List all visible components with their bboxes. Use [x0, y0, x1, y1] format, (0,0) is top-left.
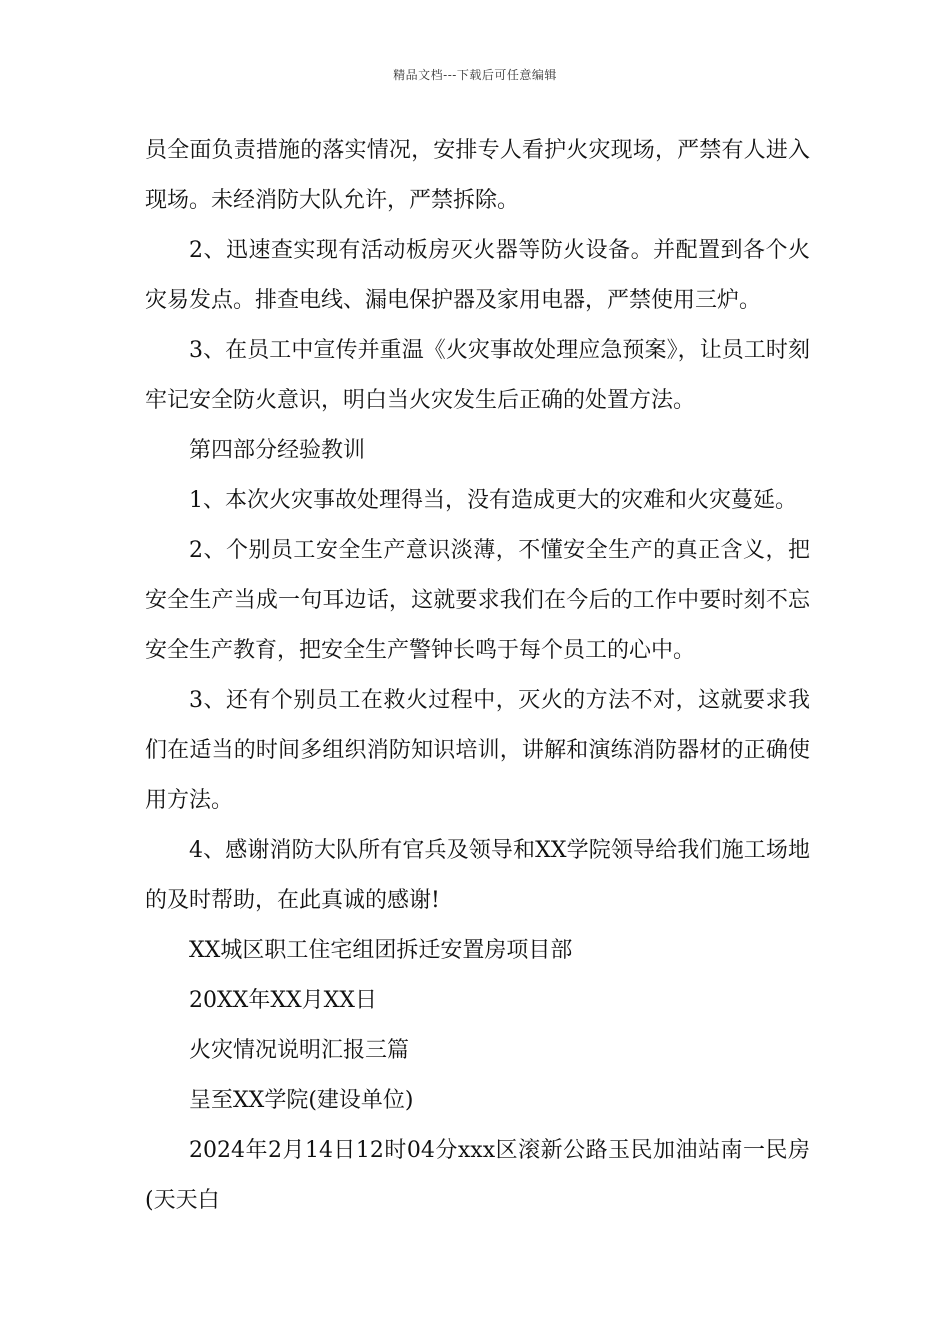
next-title: 火灾情况说明汇报三篇	[189, 1038, 410, 1063]
paragraph-7: 3、还有个别员工在救火过程中，灭火的方法不对，这就要求我们在适当的时间多组织消防知识培训，讲解和演练消防器材的正确使用方法。	[145, 688, 810, 813]
paragraph-13: 2024年2月14日12时04分xxx区滚新公路玉民加油站南一民房(天天白	[145, 1138, 810, 1213]
recipient: 呈至XX学院(建设单位)	[189, 1088, 414, 1113]
paragraph-2: 2、迅速查实现有活动板房灭火器等防火设备。并配置到各个火灾易发点。排查电线、漏电保护器及家用电器，严禁使用三炉。	[145, 238, 810, 313]
document-body	[145, 126, 810, 1226]
section-heading: 第四部分经验教训	[189, 438, 366, 463]
signature-date: 20XX年XX月XX日	[189, 988, 377, 1013]
page-header: 精品文档---下载后可任意编辑	[393, 68, 557, 82]
paragraph-3: 3、在员工中宣传并重温《火灾事故处理应急预案》，让员工时刻牢记安全防火意识，明白当火灾发生后正确的处置方法。	[145, 338, 810, 413]
paragraph-1: 员全面负责措施的落实情况，安排专人看护火灾现场，严禁有人进入现场。未经消防大队允许，严禁拆除。	[145, 138, 810, 213]
paragraph-8: 4、感谢消防大队所有官兵及领导和XX学院领导给我们施工场地的及时帮助，在此真诚的感谢!	[145, 838, 810, 913]
signature-dept: XX城区职工住宅组团拆迁安置房项目部	[189, 938, 573, 963]
paragraph-5: 1、本次火灾事故处理得当，没有造成更大的灾难和火灾蔓延。	[189, 488, 797, 513]
paragraph-6: 2、个别员工安全生产意识淡薄，不懂安全生产的真正含义，把安全生产当成一句耳边话，这就要求我们在今后的工作中要时刻不忘安全生产教育，把安全生产警钟长鸣于每个员工的心中。	[145, 538, 810, 663]
